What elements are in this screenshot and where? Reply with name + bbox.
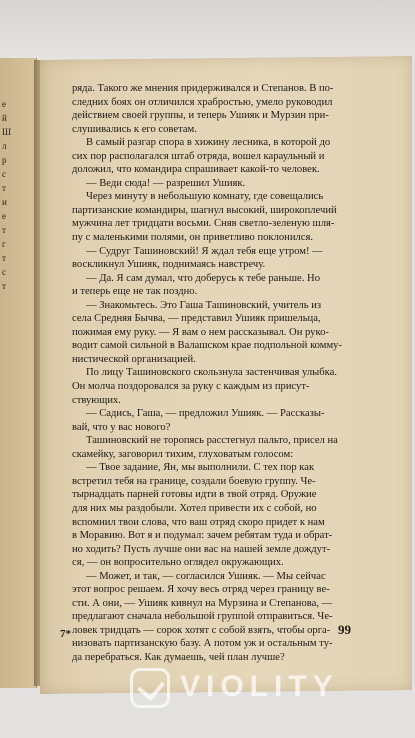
text-line: нистической организацией. [72,353,196,365]
text-line: ряда. Такого же мнения придерживался и Степанов. В по- [72,83,334,94]
watermark [130,664,400,714]
left-page-fragment: е [2,99,6,109]
text-line: но ходить? Пусть лучше они вас на нашей земле дождут- [72,543,331,555]
left-page-fragment: й [2,113,7,123]
text-line: доложил, что командира спрашивает какой-то человек. [72,164,320,176]
text-line: пожимая ему руку. — Я вам о нем рассказывал. Он руко- [72,326,329,338]
text-line: — Садись, Гаша, — предложил Ушияк. — Рассказы- [86,408,325,420]
left-page-fragment: с [2,267,6,277]
text-line: следних боях он отличился храбростью, умело руководил [72,96,333,108]
page-number: 99 [338,622,351,637]
text-line: ствующих. [72,394,121,406]
text-line: — Веди сюда! — разрешил Ушияк. [86,177,246,189]
page-body-text [72,82,394,665]
left-page-fragment: т [2,281,6,291]
text-line: вай, что у вас нового? [72,421,171,433]
text-line: водит самой сильной в Валашском крае подпольной комму- [72,340,343,352]
left-page-fragment: л [2,141,7,151]
left-page-fragment: е [2,211,6,221]
text-line: ся, — он вопросительно оглядел окружающих. [72,557,284,569]
text-line: слушивались к его советам. [72,123,197,135]
text-line: вспомнил твои слова, что ваш отряд скоро придет к нам [72,516,325,528]
text-line: Он молча поздоровался за руку с каждым из присут- [72,381,310,393]
text-line: воскликнул Ушияк, поднимаясь навстречу. [72,259,266,271]
background-top [0,0,415,60]
left-page-fragment: Ш [2,127,12,137]
printer-signature: 7* [60,628,71,640]
text-line: скамейку, заговорил тихим, глуховатым голосом: [72,448,294,460]
text-line: В самый разгар спора в хижину лесника, в которой до [86,137,331,149]
text-line: села Средняя Бычва, — представил Ушияк пришельца, [72,313,321,325]
text-line: По лицу Ташиновского скользнула застенчивая улыбка. [86,367,337,379]
text-line: — Твое задание, Ян, мы выполнили. С тех пор как [86,462,315,474]
text-line: этот вопрос решаем. Я хочу весь отряд через границу ве- [72,584,330,596]
text-line: — Судруг Ташиновский! Я ждал тебя еще утром! — [86,245,323,257]
text-line: мужчина лет тридцати восьми. Сняв светло-зеленую шля- [72,218,335,230]
text-line: Через минуту в небольшую комнату, где совещались [86,191,324,203]
text-line: ловек тридцать — сорок хотят с собой взять, чтобы орга- [72,624,331,636]
text-line: низовать партизанскую базу. А потом уж и остальным ту- [72,638,333,650]
watermark-text: VIOLITY [180,670,339,703]
text-line: — Знакомьтесь. Это Гаша Ташиновский, учитель из [86,299,322,311]
left-page-fragment: с [2,169,6,179]
left-page-edge [0,58,37,688]
left-page-fragment: и [2,197,7,207]
text-line: в Моравию. Вот я и подумал: зачем ребятам туда и обрат- [72,530,333,542]
text-line: — Может, и так, — согласился Ушияк. — Мы сейчас [86,570,326,582]
text-line: для них мы раздобыли. Хотел привести их с собой, но [72,502,317,514]
text-line: сих пор располагался штаб отряда, вошел караульный и [72,150,325,162]
left-page-fragment: р [2,155,7,165]
text-line: и теперь еще не так поздно. [72,286,198,298]
text-line: встретил тебя на границе, создали боевую группу. Че- [72,475,316,487]
text-line: партизанские командиры, шагнул высокий, широкоплечий [72,204,337,216]
left-page-fragment: т [2,225,6,235]
text-line: пу с маленькими полями, он приветливо поклонился. [72,232,314,244]
text-line: предлагают сначала небольшой группой отправиться. Че- [72,611,333,623]
text-line: действием своей группы, и теперь Ушияк и Мурзин при- [72,110,329,122]
text-line: сти. А они, — Ушияк кивнул на Мурзина и Степанова, — [72,597,333,609]
text-line: тырнадцать парней готовы идти в твой отряд. Оружие [72,489,317,501]
left-page-fragment: т [2,253,6,263]
left-page-fragment: т [2,183,6,193]
text-line: Ташиновский не торопясь расстегнул пальто, присел на [86,435,338,447]
left-page-fragment: г [2,239,6,249]
text-line: — Да. Я сам думал, что доберусь к тебе раньше. Но [86,272,320,284]
text-line: да перебраться. Как думаешь, чей план лучше? [72,651,285,663]
violity-check-icon [130,668,170,708]
